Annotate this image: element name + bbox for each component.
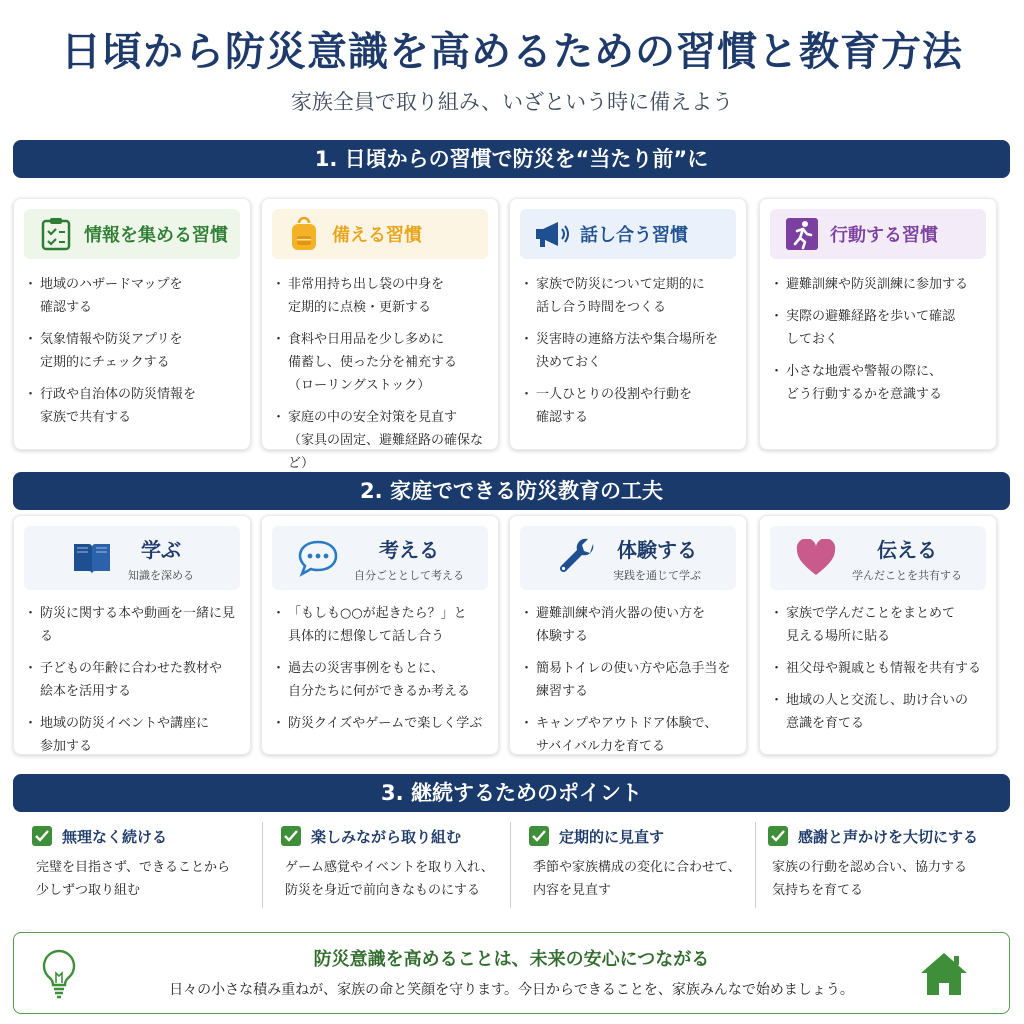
education-card-experience	[509, 515, 747, 755]
list-item: ・ 小さな地震や警報の際に、 どう行動するかを意識する	[774, 360, 984, 406]
education-list	[262, 590, 498, 735]
list-item: ・ 非常用持ち出し袋の中身を 定期的に点検・更新する	[276, 273, 486, 319]
list-item: ・ 家庭の中の安全対策を見直す （家具の固定、避難経路の確保など）	[276, 406, 486, 475]
education-card-title: 体験する	[617, 537, 697, 562]
education-card-header	[770, 526, 986, 590]
point-title: 楽しみながら取り組む	[311, 827, 462, 846]
habit-card-header	[520, 209, 736, 259]
wrench-icon	[555, 536, 599, 580]
book-icon	[70, 536, 114, 580]
heart-icon	[794, 536, 838, 580]
habit-list	[760, 259, 996, 406]
education-list	[14, 590, 250, 758]
education-card-learn	[13, 515, 251, 755]
section-2-header: 2. 家庭でできる防災教育の工夫	[13, 472, 1010, 510]
education-list	[760, 590, 996, 735]
house-icon	[919, 951, 969, 1001]
point-title: 定期的に見直す	[559, 827, 665, 846]
education-list	[510, 590, 746, 758]
checkbox-checked-icon	[529, 826, 549, 846]
education-card-subtitle: 学んだことを共有する	[852, 568, 962, 582]
point-item	[281, 822, 516, 908]
divider	[510, 822, 511, 908]
education-card-think	[261, 515, 499, 755]
footer-text: 日々の小さな積み重ねが、家族の命と笑顔を守ります。今日からできることを、家族みんなで始めましょう。	[169, 982, 854, 998]
megaphone-icon	[534, 216, 570, 252]
checkbox-checked-icon	[768, 826, 788, 846]
list-item: ・ 過去の災害事例をもとに、 自分たちに何ができるか考える	[276, 657, 486, 703]
habit-card-title: 備える習慣	[332, 225, 422, 246]
checkbox-checked-icon	[32, 826, 52, 846]
point-title: 無理なく続ける	[62, 827, 168, 846]
list-item: ・ 家族で学んだことをまとめて 見える場所に貼る	[774, 602, 984, 648]
list-item: ・ 祖父母や親戚とも情報を共有する	[774, 657, 984, 680]
list-item: ・ 地域の人と交流し、助け合いの 意識を育てる	[774, 689, 984, 735]
list-item: ・ 災害時の連絡方法や集合場所を 決めておく	[524, 328, 734, 374]
checkbox-checked-icon	[281, 826, 301, 846]
education-card-title: 考える	[379, 537, 439, 562]
list-item: ・ 地域の防災イベントや講座に 参加する	[28, 712, 238, 758]
habit-list	[510, 259, 746, 429]
clipboard-checklist-icon	[38, 216, 74, 252]
point-description: 季節や家族構成の変化に合わせて、 内容を見直す	[533, 860, 741, 898]
habit-card-title: 話し合う習慣	[580, 225, 688, 246]
education-card-subtitle: 知識を深める	[128, 568, 194, 582]
education-card-header	[520, 526, 736, 590]
list-item: ・ 行政や自治体の防災情報を 家族で共有する	[28, 383, 238, 429]
education-card-header	[24, 526, 240, 590]
point-title: 感謝と声かけを大切にする	[798, 827, 979, 846]
habit-list	[14, 259, 250, 429]
list-item: ・ 避難訓練や消火器の使い方を 体験する	[524, 602, 734, 648]
habit-card-header	[272, 209, 488, 259]
list-item: ・ 防災に関する本や動画を一緒に見る	[28, 602, 238, 648]
habit-card-act	[759, 198, 997, 450]
habit-card-discuss	[509, 198, 747, 450]
page-title: 日頃から防災意識を高めるための習慣と教育方法	[61, 29, 963, 75]
speech-bubble-icon	[296, 536, 340, 580]
list-item: ・ 地域のハザードマップを 確認する	[28, 273, 238, 319]
section-1-header: 1. 日頃からの習慣で防災を“当たり前”に	[13, 140, 1010, 178]
page-subtitle: 家族全員で取り組み、いざという時に備えよう	[290, 90, 734, 114]
habit-card-header	[770, 209, 986, 259]
list-item: ・ 「もしも○○が起きたら？」と 具体的に想像して話し合う	[276, 602, 486, 648]
list-item: ・ 家族で防災について定期的に 話し合う時間をつくる	[524, 273, 734, 319]
backpack-icon	[286, 216, 322, 252]
list-item: ・ 一人ひとりの役割や行動を 確認する	[524, 383, 734, 429]
point-item	[32, 822, 267, 908]
habit-card-info	[13, 198, 251, 450]
point-description: ゲーム感覚やイベントを取り入れ、 防災を身近で前向きなものにする	[285, 860, 494, 898]
point-item	[768, 822, 1018, 908]
education-card-header	[272, 526, 488, 590]
point-description: 完璧を目指さず、できることから 少しずつ取り組む	[36, 860, 230, 898]
education-card-subtitle: 実践を通じて学ぶ	[613, 568, 701, 582]
habit-card-header	[24, 209, 240, 259]
list-item: ・ 避難訓練や防災訓練に参加する	[774, 273, 984, 296]
list-item: ・ 気象情報や防災アプリを 定期的にチェックする	[28, 328, 238, 374]
list-item: ・ 防災クイズやゲームで楽しく学ぶ	[276, 712, 486, 735]
footer-headline: 防災意識を高めることは、未来の安心につながる	[313, 949, 710, 970]
habit-card-title: 行動する習慣	[830, 225, 938, 246]
education-card-share	[759, 515, 997, 755]
running-person-icon	[784, 216, 820, 252]
education-card-title: 学ぶ	[141, 537, 181, 562]
section-3-header: 3. 継続するためのポイント	[13, 774, 1010, 812]
list-item: ・ 子どもの年齢に合わせた教材や 絵本を活用する	[28, 657, 238, 703]
education-card-title: 伝える	[877, 537, 937, 562]
point-item	[529, 822, 764, 908]
list-item: ・ キャンプやアウトドア体験で、 サバイバル力を育てる	[524, 712, 734, 758]
footer-message-box	[13, 932, 1010, 1014]
habit-card-title: 情報を集める習慣	[84, 225, 228, 246]
list-item: ・ 簡易トイレの使い方や応急手当を 練習する	[524, 657, 734, 703]
divider	[262, 822, 263, 908]
list-item: ・ 食料や日用品を少し多めに 備蓄し、使った分を補充する （ローリングストック）	[276, 328, 486, 397]
list-item: ・ 実際の避難経路を歩いて確認 しておく	[774, 305, 984, 351]
habit-list	[262, 259, 498, 475]
habit-card-prepare	[261, 198, 499, 471]
education-card-subtitle: 自分ごととして考える	[354, 568, 464, 582]
point-description: 家族の行動を認め合い、協力する 気持ちを育てる	[772, 860, 968, 898]
divider	[755, 822, 756, 908]
